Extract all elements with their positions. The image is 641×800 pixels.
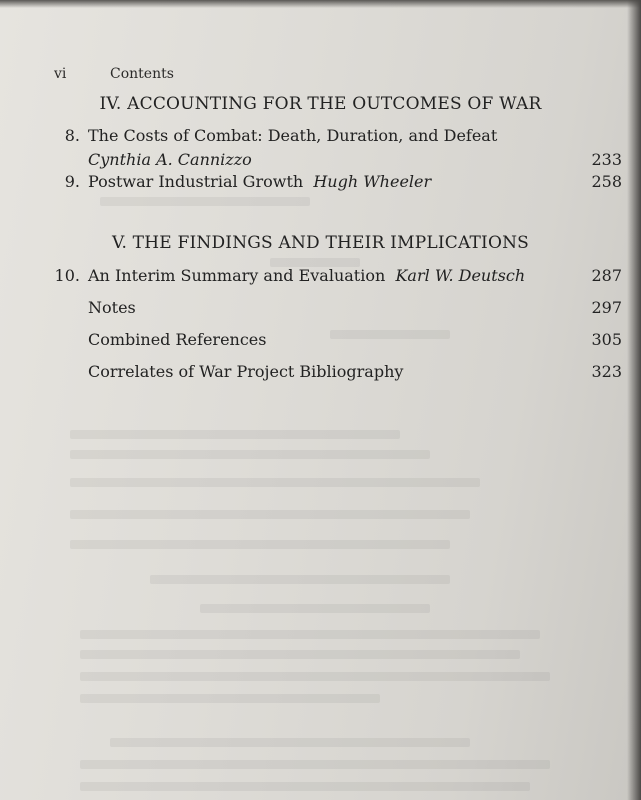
chapter-number: 10. bbox=[54, 266, 80, 285]
page-folio: vi bbox=[54, 66, 67, 82]
back-matter-title: Combined References bbox=[88, 330, 267, 349]
part-heading-v: V. THE FINDINGS AND THEIR IMPLICATIONS bbox=[111, 233, 530, 253]
page-number: 233 bbox=[591, 150, 622, 169]
page-number: 305 bbox=[591, 330, 622, 349]
back-matter-title: Notes bbox=[88, 298, 136, 317]
page-edge-shadow-right bbox=[627, 0, 641, 800]
chapter-title: Postwar Industrial Growth bbox=[88, 172, 304, 191]
page-edge-shadow-top bbox=[0, 0, 641, 8]
chapter-title: The Costs of Combat: Death, Duration, and Defeat bbox=[88, 126, 498, 145]
page-number: 323 bbox=[591, 362, 622, 381]
running-head-label: Contents bbox=[110, 66, 174, 82]
page-number: 287 bbox=[591, 266, 622, 285]
chapter-number: 8. bbox=[64, 126, 80, 145]
chapter-author: Hugh Wheeler bbox=[313, 172, 432, 191]
back-matter-title: Correlates of War Project Bibliography bbox=[88, 362, 404, 381]
chapter-author: Karl W. Deutsch bbox=[395, 266, 526, 285]
running-head bbox=[54, 66, 174, 82]
chapter-title: An Interim Summary and Evaluation bbox=[88, 266, 386, 285]
page-number: 297 bbox=[591, 298, 622, 317]
chapter-author: Cynthia A. Cannizzo bbox=[88, 150, 252, 169]
page-number: 258 bbox=[591, 172, 622, 191]
chapter-number: 9. bbox=[64, 172, 80, 191]
part-heading-iv: IV. ACCOUNTING FOR THE OUTCOMES OF WAR bbox=[99, 94, 542, 114]
